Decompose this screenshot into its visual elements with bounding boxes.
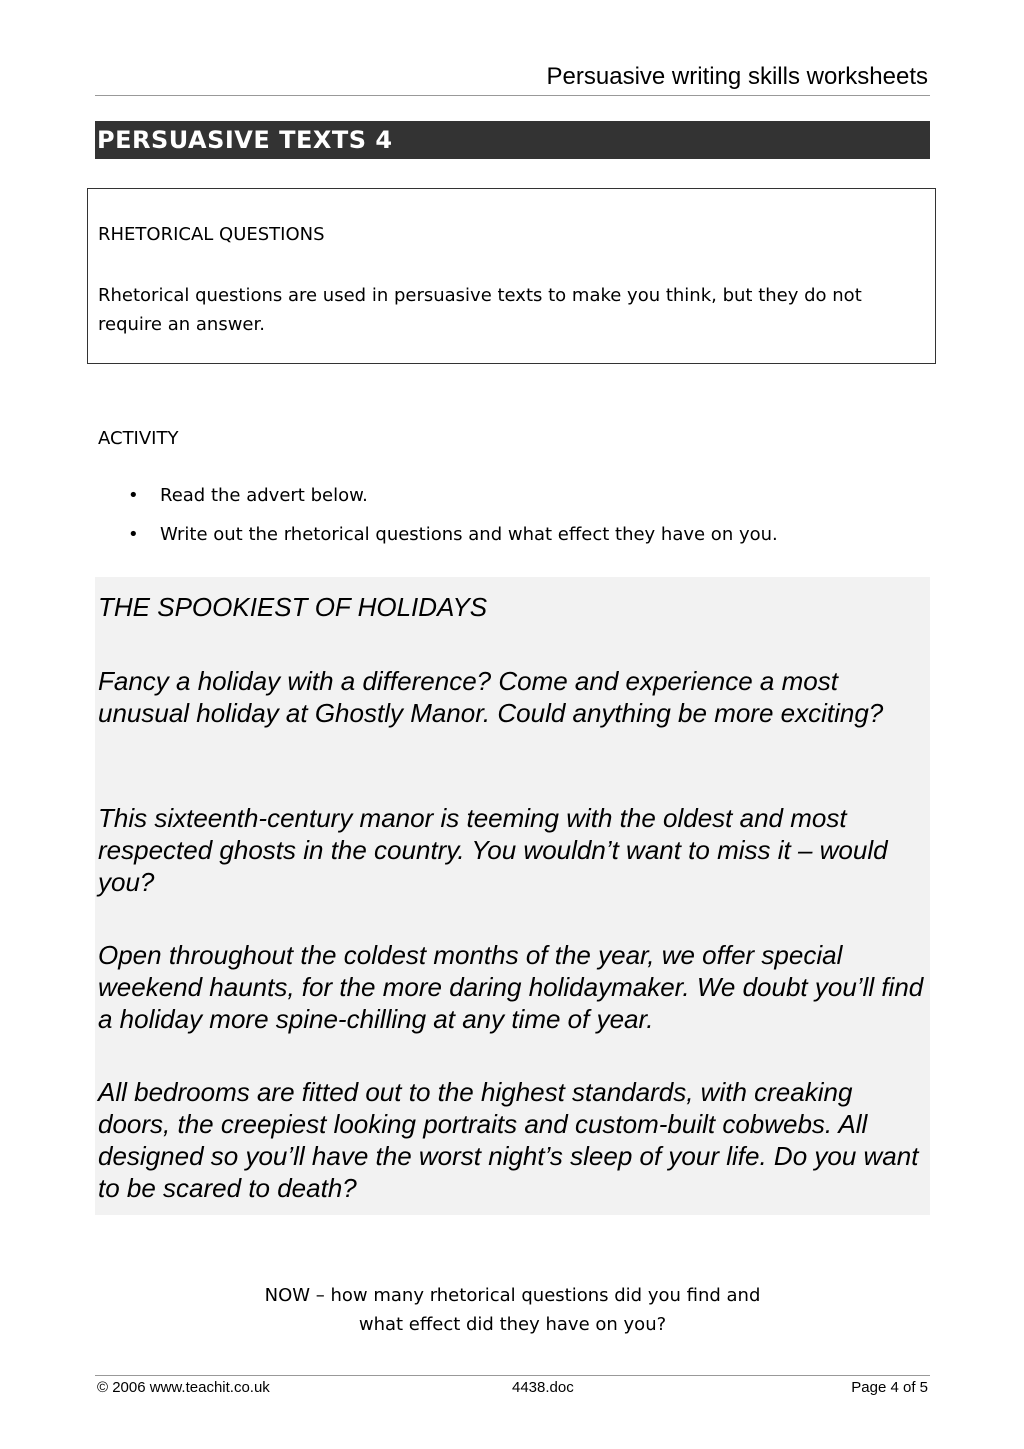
now-prompt: [95, 1281, 930, 1339]
activity-item-text: Read the advert below.: [160, 485, 368, 506]
bullet-icon: •: [128, 524, 139, 545]
info-text: Rhetorical questions are used in persuasive texts to make you think, but they do not require an answer.: [98, 285, 862, 335]
now-prompt-line: what effect did they have on you?: [358, 1314, 667, 1335]
footer-doc-name: 4438.doc: [512, 1379, 574, 1396]
footer-divider: [95, 1375, 930, 1376]
list-item: [126, 523, 778, 547]
header-divider: [95, 95, 930, 96]
advert-title: THE SPOOKIEST OF HOLIDAYS: [98, 592, 488, 622]
bullet-icon: •: [128, 485, 139, 506]
now-prompt-line: NOW – how many rhetorical questions did you find and: [264, 1285, 761, 1306]
advert-box: [95, 577, 930, 1215]
advert-paragraph: Open throughout the coldest months of the year, we offer special weekend haunts, for the more daring holidaymaker. We doubt you’ll find a holiday more spine-chilling at any time of year.: [98, 940, 924, 1034]
activity-item-text: Write out the rhetorical questions and what effect they have on you.: [160, 524, 778, 545]
footer-copyright: © 2006 www.teachit.co.uk: [97, 1379, 270, 1396]
info-heading: RHETORICAL QUESTIONS: [98, 224, 325, 245]
advert-paragraph: Fancy a holiday with a difference? Come and experience a most unusual holiday at Ghostly Manor. Could anything be more exciting?: [98, 666, 884, 728]
title-bar: [95, 121, 930, 159]
header-title: Persuasive writing skills worksheets: [546, 63, 928, 90]
activity-heading: ACTIVITY: [98, 428, 179, 449]
activity-list: [126, 484, 778, 562]
advert-paragraph: This sixteenth-century manor is teeming with the oldest and most respected ghosts in the country. You wouldn’t want to miss it – would you?: [98, 803, 888, 897]
footer-page-number: Page 4 of 5: [851, 1379, 928, 1396]
list-item: [126, 484, 778, 508]
info-box: [87, 188, 936, 364]
page-title: PERSUASIVE TEXTS 4: [97, 126, 393, 154]
advert-paragraph: All bedrooms are fitted out to the highest standards, with creaking doors, the creepiest looking portraits and custom-built cobwebs. All designed so you’ll have the worst night’s sleep of your life. Do you want to be scared to death?: [98, 1077, 919, 1203]
